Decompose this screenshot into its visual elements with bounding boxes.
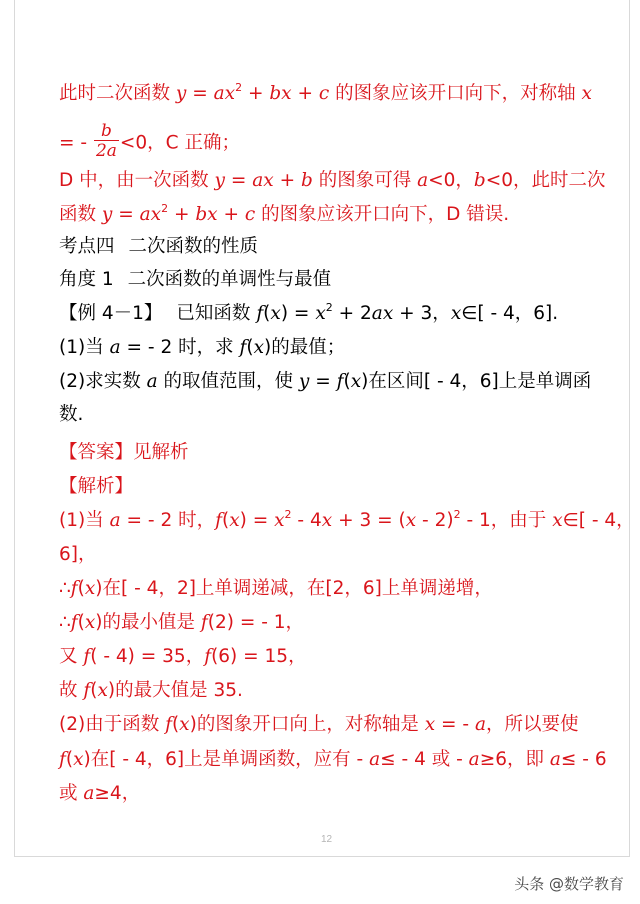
- solution-part-1: (1)当 a = - 2 时，$f(x) = x^2 - 4x + 3 = (x - 2)^2 - 1$，由于 x∈[ - 4，: [59, 508, 635, 531]
- page-number: 12: [321, 834, 333, 845]
- analysis-label: 【解析】: [59, 476, 134, 497]
- solution-part-2-cont: f(x)在[ - 4，6]上是单调函数，应有 - a≤ - 4 或 - a≥6，即 a≤ - 6: [59, 749, 607, 770]
- minimum-value: ∴f(x)的最小值是 f(2) = - 1，: [59, 612, 305, 633]
- example-statement: 【例 4－1】 已知函数 $f(x) = x^2 + 2ax + 3$，x∈[ - 4，6].: [59, 301, 559, 324]
- solution-part-2: (2)由于函数 f(x)的图象开口向上，对称轴是 x = - a，所以要使: [59, 714, 579, 735]
- solution-line-d: D 中，由一次函数 y = ax + b 的图象可得 a<0，b<0，此时二次: [59, 170, 606, 191]
- question-2-cont: 数.: [59, 404, 84, 425]
- fraction: $\frac{b}{2a}$: [95, 121, 117, 161]
- endpoint-values: 又 f( - 4) = 35，f(6) = 15，: [59, 646, 307, 667]
- question-1: (1)当 a = - 2 时，求 f(x)的最值；: [59, 337, 346, 358]
- question-2: (2)求实数 a 的取值范围，使 y = f(x)在区间[ - 4，6]上是单调函: [59, 371, 592, 392]
- maximum-value: 故 f(x)的最大值是 35.: [59, 680, 243, 701]
- solution-line-c-axis: = - $\frac{b}{2a}$ <0，C 正确；: [59, 121, 240, 161]
- solution-conclusion: 或 a≥4，: [59, 783, 141, 804]
- answer-label: 【答案】见解析: [59, 442, 189, 463]
- monotonic-intervals: ∴f(x)在[ - 4，2]上单调递减，在[2，6]上单调递增，: [59, 578, 493, 599]
- solution-line-d-cont: 函数 $y = ax^2$ + bx + c 的图象应该开口向下，D 错误.: [59, 202, 510, 225]
- solution-line-c: 此时二次函数 $y = ax^2$ + bx + c 的图象应该开口向下，对称轴 x: [59, 81, 592, 104]
- solution-part-1-cont: 6]，: [59, 544, 97, 565]
- watermark: 头条 @数学教育: [514, 875, 624, 893]
- subsection-heading: 角度 1 二次函数的单调性与最值: [59, 269, 332, 290]
- section-heading: 考点四 二次函数的性质: [59, 236, 259, 257]
